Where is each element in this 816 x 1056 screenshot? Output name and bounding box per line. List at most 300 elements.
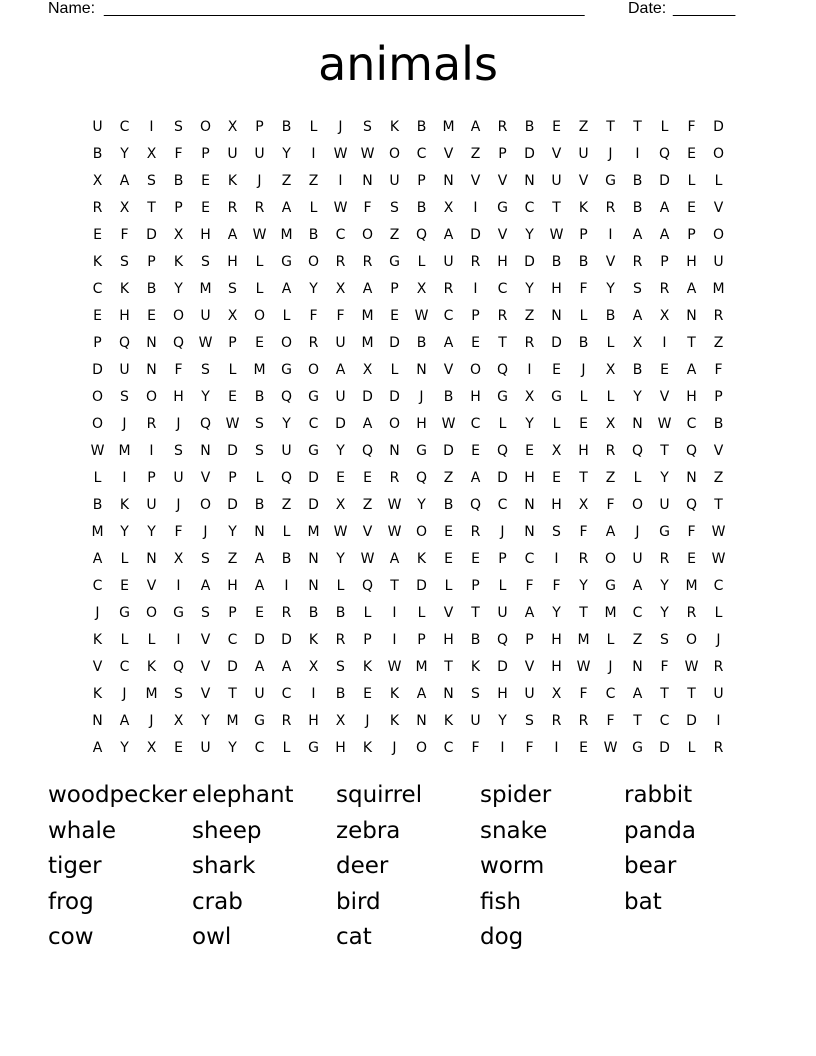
grid-letter: T <box>552 199 561 216</box>
grid-letter: Y <box>120 739 129 756</box>
grid-row <box>84 437 732 464</box>
grid-letter: A <box>254 550 265 567</box>
grid-letter: D <box>308 496 319 513</box>
grid-letter: I <box>554 739 559 756</box>
grid-letter: C <box>713 577 724 594</box>
grid-letter: Y <box>417 496 426 513</box>
grid-letter: F <box>525 739 534 756</box>
word-bank-item: shark <box>192 853 256 880</box>
grid-letter: W <box>333 523 348 540</box>
grid-row <box>84 599 732 626</box>
grid-letter: M <box>226 712 239 729</box>
grid-letter: A <box>119 712 130 729</box>
grid-letter: X <box>524 388 535 405</box>
grid-letter: F <box>471 739 480 756</box>
grid-letter: R <box>335 253 346 270</box>
grid-letter: B <box>605 307 616 324</box>
grid-letter: C <box>92 577 103 594</box>
grid-letter: D <box>659 172 670 189</box>
grid-letter: E <box>120 577 129 594</box>
grid-letter: I <box>662 334 667 351</box>
name-line: ______________________________________________________ <box>104 0 585 17</box>
grid-letter: M <box>415 658 428 675</box>
grid-letter: O <box>712 226 725 243</box>
grid-letter: O <box>712 145 725 162</box>
grid-letter: J <box>716 631 721 648</box>
grid-letter: X <box>119 199 130 216</box>
grid-letter: V <box>605 253 616 270</box>
grid-letter: Q <box>280 388 293 405</box>
grid-letter: V <box>524 658 535 675</box>
grid-letter: D <box>659 739 670 756</box>
grid-letter: S <box>660 631 669 648</box>
grid-letter: E <box>174 739 183 756</box>
word-bank-item: frog <box>48 888 94 915</box>
grid-letter: N <box>200 442 211 459</box>
grid-letter: C <box>443 307 454 324</box>
grid-letter: K <box>119 280 130 297</box>
grid-letter: R <box>470 253 481 270</box>
grid-letter: D <box>92 361 103 378</box>
grid-letter: P <box>498 550 507 567</box>
grid-letter: R <box>713 739 724 756</box>
word-bank-item: woodpecker <box>48 782 188 808</box>
grid-letter: M <box>577 631 590 648</box>
grid-letter: O <box>91 415 104 432</box>
grid-letter: Y <box>633 388 642 405</box>
grid-letter: O <box>685 631 698 648</box>
grid-letter: Q <box>172 658 185 675</box>
grid-letter: H <box>551 496 562 513</box>
grid-letter: V <box>713 442 724 459</box>
grid-letter: H <box>470 388 481 405</box>
grid-letter: V <box>200 631 211 648</box>
grid-letter: P <box>660 253 669 270</box>
grid-letter: F <box>552 577 561 594</box>
grid-letter: Q <box>280 469 293 486</box>
grid-letter: J <box>635 523 640 540</box>
grid-letter: L <box>498 415 507 432</box>
grid-letter: B <box>632 172 643 189</box>
grid-letter: Z <box>524 307 535 324</box>
grid-letter: W <box>360 145 375 162</box>
grid-letter: D <box>227 658 238 675</box>
grid-letter: A <box>119 172 130 189</box>
grid-row <box>84 626 732 653</box>
grid-letter: K <box>173 253 184 270</box>
grid-letter: U <box>281 442 292 459</box>
grid-letter: G <box>632 739 643 756</box>
grid-letter: R <box>578 712 589 729</box>
grid-letter: F <box>579 280 588 297</box>
grid-letter: M <box>253 361 266 378</box>
grid-letter: C <box>227 631 238 648</box>
grid-letter: F <box>363 199 372 216</box>
grid-letter: N <box>551 307 562 324</box>
grid-letter: N <box>254 523 265 540</box>
grid-letter: K <box>389 685 400 702</box>
grid-letter: P <box>93 334 102 351</box>
grid-letter: R <box>713 658 724 675</box>
grid-letter: P <box>417 631 426 648</box>
grid-letter: E <box>390 307 399 324</box>
grid-row <box>84 302 732 329</box>
grid-letter: Z <box>578 118 589 135</box>
grid-letter: H <box>551 631 562 648</box>
grid-letter: Q <box>118 334 131 351</box>
grid-letter: T <box>660 442 669 459</box>
grid-letter: X <box>227 307 238 324</box>
grid-letter: Y <box>120 145 129 162</box>
grid-letter: W <box>657 415 672 432</box>
grid-letter: E <box>552 469 561 486</box>
grid-letter: V <box>200 658 211 675</box>
grid-letter: S <box>174 442 183 459</box>
grid-letter: Y <box>120 523 129 540</box>
grid-letter: J <box>149 712 154 729</box>
grid-letter: H <box>173 388 184 405</box>
grid-letter: T <box>633 712 642 729</box>
grid-row <box>84 140 732 167</box>
grid-letter: L <box>444 577 453 594</box>
grid-letter: S <box>255 442 264 459</box>
grid-letter: Y <box>552 604 561 621</box>
grid-letter: D <box>524 145 535 162</box>
grid-letter: J <box>608 658 613 675</box>
grid-letter: N <box>308 577 319 594</box>
grid-letter: Y <box>174 280 183 297</box>
grid-letter: J <box>203 523 208 540</box>
grid-letter: V <box>443 361 454 378</box>
grid-letter: S <box>390 199 399 216</box>
grid-letter: S <box>120 388 129 405</box>
grid-letter: U <box>335 388 346 405</box>
grid-letter: G <box>416 442 427 459</box>
grid-letter: I <box>635 145 640 162</box>
grid-letter: M <box>685 577 698 594</box>
grid-letter: S <box>201 253 210 270</box>
grid-letter: B <box>416 334 427 351</box>
grid-letter: R <box>281 604 292 621</box>
grid-letter: X <box>605 361 616 378</box>
grid-letter: I <box>176 577 181 594</box>
grid-letter: L <box>120 631 129 648</box>
grid-letter: M <box>712 280 725 297</box>
grid-letter: F <box>687 523 696 540</box>
word-bank-item: cow <box>48 924 94 951</box>
grid-letter: R <box>254 199 265 216</box>
grid-letter: H <box>200 226 211 243</box>
grid-letter: X <box>416 280 427 297</box>
grid-letter: W <box>387 523 402 540</box>
grid-letter: K <box>92 685 103 702</box>
grid-letter: T <box>147 199 156 216</box>
word-bank-item: snake <box>480 817 548 844</box>
grid-letter: L <box>309 118 318 135</box>
grid-letter: Q <box>415 469 428 486</box>
grid-letter: B <box>578 334 589 351</box>
grid-letter: U <box>200 739 211 756</box>
grid-letter: O <box>253 307 266 324</box>
grid-letter: R <box>605 442 616 459</box>
grid-letter: L <box>417 253 426 270</box>
grid-letter: G <box>308 739 319 756</box>
grid-letter: T <box>498 334 507 351</box>
grid-letter: P <box>147 469 156 486</box>
grid-row <box>84 545 732 572</box>
grid-letter: J <box>500 523 505 540</box>
grid-letter: W <box>603 739 618 756</box>
grid-letter: Q <box>469 496 482 513</box>
grid-letter: S <box>633 280 642 297</box>
grid-letter: N <box>146 550 157 567</box>
grid-letter: M <box>91 523 104 540</box>
grid-letter: Y <box>201 712 210 729</box>
grid-letter: H <box>551 658 562 675</box>
grid-letter: T <box>228 685 237 702</box>
grid-letter: P <box>255 118 264 135</box>
grid-letter: W <box>684 658 699 675</box>
grid-letter: E <box>255 334 264 351</box>
grid-letter: U <box>713 253 724 270</box>
grid-letter: H <box>551 280 562 297</box>
grid-row <box>84 221 732 248</box>
grid-letter: A <box>632 307 643 324</box>
grid-letter: N <box>632 658 643 675</box>
grid-letter: W <box>333 145 348 162</box>
grid-letter: T <box>444 658 453 675</box>
grid-letter: C <box>524 199 535 216</box>
grid-letter: Y <box>336 442 345 459</box>
grid-letter: E <box>552 118 561 135</box>
grid-letter: Q <box>199 415 212 432</box>
grid-letter: G <box>659 523 670 540</box>
grid-letter: L <box>498 577 507 594</box>
grid-row <box>84 680 732 707</box>
grid-letter: A <box>92 739 103 756</box>
grid-letter: A <box>470 469 481 486</box>
grid-letter: R <box>524 334 535 351</box>
grid-letter: Z <box>470 145 481 162</box>
grid-letter: A <box>524 604 535 621</box>
grid-letter: P <box>471 307 480 324</box>
grid-letter: W <box>225 415 240 432</box>
grid-letter: P <box>498 145 507 162</box>
grid-letter: S <box>552 523 561 540</box>
grid-letter: R <box>605 199 616 216</box>
grid-letter: X <box>308 658 319 675</box>
grid-letter: L <box>552 415 561 432</box>
grid-letter: A <box>632 685 643 702</box>
grid-letter: B <box>308 604 319 621</box>
grid-letter: Z <box>443 469 454 486</box>
grid-letter: B <box>416 199 427 216</box>
grid-row <box>84 734 732 761</box>
grid-letter: I <box>716 712 721 729</box>
grid-letter: E <box>552 361 561 378</box>
grid-row <box>84 113 732 140</box>
grid-letter: V <box>146 577 157 594</box>
grid-letter: N <box>146 334 157 351</box>
grid-letter: F <box>606 496 615 513</box>
grid-letter: V <box>497 172 508 189</box>
grid-letter: U <box>551 172 562 189</box>
grid-letter: R <box>227 199 238 216</box>
grid-letter: I <box>473 199 478 216</box>
grid-letter: Y <box>282 145 291 162</box>
grid-letter: A <box>362 415 373 432</box>
grid-letter: L <box>309 199 318 216</box>
grid-letter: O <box>631 496 644 513</box>
grid-letter: E <box>147 307 156 324</box>
grid-letter: F <box>120 226 129 243</box>
grid-letter: R <box>497 307 508 324</box>
grid-letter: W <box>360 550 375 567</box>
grid-letter: H <box>119 307 130 324</box>
grid-row <box>84 572 732 599</box>
grid-letter: E <box>525 442 534 459</box>
grid-letter: X <box>227 118 238 135</box>
grid-letter: M <box>604 604 617 621</box>
grid-letter: R <box>686 604 697 621</box>
grid-letter: K <box>92 253 103 270</box>
grid-letter: D <box>497 658 508 675</box>
grid-letter: Y <box>228 739 237 756</box>
grid-letter: B <box>146 280 157 297</box>
grid-letter: X <box>92 172 103 189</box>
grid-letter: N <box>389 442 400 459</box>
grid-letter: A <box>659 199 670 216</box>
grid-letter: S <box>525 712 534 729</box>
grid-letter: B <box>578 253 589 270</box>
word-bank <box>48 778 768 956</box>
grid-letter: L <box>93 469 102 486</box>
grid-letter: L <box>687 172 696 189</box>
grid-letter: O <box>604 550 617 567</box>
grid-letter: A <box>335 361 346 378</box>
grid-letter: J <box>392 739 397 756</box>
grid-letter: T <box>633 118 642 135</box>
grid-letter: V <box>443 604 454 621</box>
grid-letter: O <box>199 496 212 513</box>
grid-letter: D <box>362 388 373 405</box>
grid-letter: T <box>606 118 615 135</box>
grid-letter: R <box>578 550 589 567</box>
grid-letter: K <box>362 739 373 756</box>
grid-letter: R <box>335 631 346 648</box>
grid-letter: R <box>281 712 292 729</box>
grid-letter: E <box>93 307 102 324</box>
grid-letter: E <box>471 550 480 567</box>
grid-letter: H <box>227 577 238 594</box>
grid-letter: D <box>416 577 427 594</box>
grid-letter: X <box>578 496 589 513</box>
grid-letter: L <box>336 577 345 594</box>
grid-letter: L <box>579 307 588 324</box>
grid-letter: F <box>174 145 183 162</box>
grid-letter: M <box>361 334 374 351</box>
grid-letter: G <box>173 604 184 621</box>
word-bank-item: cat <box>336 924 372 951</box>
grid-letter: G <box>551 388 562 405</box>
grid-letter: X <box>362 361 373 378</box>
grid-letter: L <box>579 388 588 405</box>
grid-letter: A <box>686 280 697 297</box>
grid-letter: A <box>362 280 373 297</box>
grid-letter: O <box>307 253 320 270</box>
grid-letter: R <box>92 199 103 216</box>
grid-letter: E <box>579 739 588 756</box>
grid-row <box>84 248 732 275</box>
grid-letter: E <box>255 604 264 621</box>
grid-letter: K <box>443 712 454 729</box>
grid-letter: L <box>417 604 426 621</box>
grid-letter: B <box>713 415 724 432</box>
grid-letter: D <box>308 469 319 486</box>
grid-letter: Y <box>147 523 156 540</box>
grid-letter: E <box>471 442 480 459</box>
grid-letter: X <box>173 712 184 729</box>
grid-letter: B <box>308 226 319 243</box>
grid-letter: Y <box>336 550 345 567</box>
grid-letter: A <box>281 199 292 216</box>
grid-letter: N <box>686 307 697 324</box>
grid-letter: C <box>119 658 130 675</box>
grid-letter: P <box>228 604 237 621</box>
grid-row <box>84 356 732 383</box>
grid-letter: V <box>200 685 211 702</box>
grid-letter: C <box>443 739 454 756</box>
grid-letter: I <box>176 631 181 648</box>
grid-letter: C <box>92 280 103 297</box>
grid-letter: C <box>632 604 643 621</box>
word-bank-item: deer <box>336 853 389 880</box>
grid-letter: P <box>390 280 399 297</box>
grid-letter: P <box>579 226 588 243</box>
grid-letter: U <box>389 172 400 189</box>
grid-letter: D <box>227 442 238 459</box>
grid-letter: M <box>145 685 158 702</box>
grid-letter: E <box>579 415 588 432</box>
grid-letter: J <box>122 685 127 702</box>
grid-letter: M <box>118 442 131 459</box>
grid-letter: P <box>174 199 183 216</box>
grid-letter: U <box>335 334 346 351</box>
grid-letter: K <box>470 658 481 675</box>
grid-letter: T <box>579 469 588 486</box>
grid-letter: G <box>605 172 616 189</box>
page-title: animals <box>318 37 498 91</box>
grid-letter: J <box>338 118 343 135</box>
grid-letter: D <box>497 469 508 486</box>
grid-letter: Z <box>713 334 724 351</box>
grid-letter: Z <box>281 496 292 513</box>
grid-letter: R <box>389 469 400 486</box>
grid-letter: C <box>281 685 292 702</box>
grid-letter: G <box>308 442 319 459</box>
grid-letter: P <box>525 631 534 648</box>
grid-letter: I <box>284 577 289 594</box>
grid-letter: Z <box>308 172 319 189</box>
grid-letter: K <box>119 496 130 513</box>
grid-letter: Q <box>415 226 428 243</box>
grid-letter: J <box>365 712 370 729</box>
grid-letter: R <box>443 280 454 297</box>
grid-letter: Y <box>660 469 669 486</box>
grid-letter: T <box>579 604 588 621</box>
grid-letter: X <box>632 334 643 351</box>
grid-row <box>84 464 732 491</box>
